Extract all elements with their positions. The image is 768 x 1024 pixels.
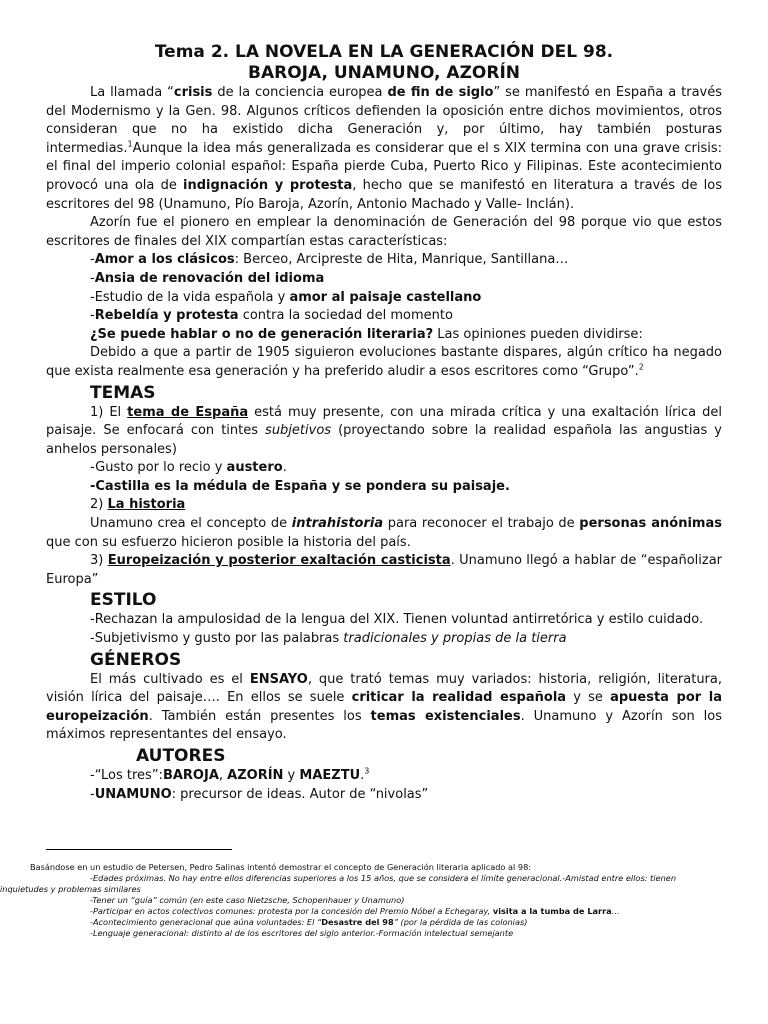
- footnote-item: -Edades próximas. No hay entre ellos diferencias superiores a los 15 años, que se considera el límite generacional.-Amistad entre ellos: tienen: [90, 873, 677, 883]
- generation-question: ¿Se puede hablar o no de generación literaria? Las opiniones pueden dividirse:: [90, 326, 643, 342]
- castilla-item: -Castilla es la médula de España y se pondera su paisaje.: [90, 478, 510, 494]
- footnote-item-continuation: inquietudes y problemas similares: [0, 884, 141, 894]
- temas-heading: TEMAS: [90, 382, 156, 403]
- page-title-line2: BAROJA, UNAMUNO, AZORÍN: [248, 63, 520, 83]
- tema-espana-paragraph: 1) El tema de España está muy presente, con una mirada crítica y una exaltación lírica del paisaje. Se enfocará con tintes subjetivos (proyectando sobre la realidad española las angustias y anhelos personales): [46, 404, 723, 457]
- footnote-block: [0, 862, 768, 939]
- generos-paragraph: El más cultivado es el ENSAYO, que trató temas muy variados: historia, religión, literatura, visión lírica del paisaje…. En ellos se suele criticar la realidad española y se apuesta por la europeización. También están presentes los temas existenciales. Unamuno y Azorín son los máximos representantes del ensayo.: [46, 671, 723, 743]
- feature-item: -Ansia de renovación del idioma: [90, 270, 325, 286]
- feature-item: -Rebeldía y protesta contra la sociedad del momento: [90, 308, 453, 324]
- azorin-paragraph: Azorín fue el pionero en emplear la denominación de Generación del 98 porque vio que estos escritores de finales del XIX compartían estas características:: [46, 215, 722, 249]
- estilo-item: -Rechazan la ampulosidad de la lengua del XIX. Tienen voluntad antirretórica y estilo cuidado.: [90, 612, 704, 628]
- document-page: [46, 42, 722, 804]
- footnote-item: -Acontecimiento generacional que aúna voluntades: El “Desastre del 98” (por la pérdida de las colonias): [90, 917, 528, 927]
- footnote-ref-2[interactable]: 2: [638, 362, 644, 372]
- autores-item: -UNAMUNO: precursor de ideas. Autor de “nivolas”: [90, 786, 429, 802]
- debate-paragraph: Debido a que a partir de 1905 siguieron evoluciones bastante dispares, algún crítico ha negado que exista realmente esa generación y ha preferido aludir a esos escritores como “Grupo”.$^2$: [46, 345, 722, 379]
- footnote-item: -Participar en actos colectivos comunes: protesta por la concesión del Premio Nóbel a Echegaray, visita a la tumba de Larra…: [90, 906, 620, 916]
- europeizacion-paragraph: 3) Europeización y posterior exaltación casticista. Unamuno llegó a hablar de “españolizar Europa”: [46, 553, 723, 587]
- feature-item: -Amor a los clásicos: Berceo, Arcipreste de Hita, Manrique, Santillana…: [90, 252, 569, 268]
- autores-heading: AUTORES: [136, 746, 226, 766]
- footnote-item: -Lenguaje generacional: distinto al de los escritores del siglo anterior.-Formación intelectual semejante: [90, 928, 514, 938]
- generos-heading: GÉNEROS: [90, 649, 182, 670]
- feature-item: -Estudio de la vida española y amor al paisaje castellano: [90, 289, 482, 305]
- intrahistoria-paragraph: Unamuno crea el concepto de intrahistoria para reconocer el trabajo de personas anónimas que con su esfuerzo hicieron posible la historia del país.: [46, 516, 722, 550]
- footnote-separator: [46, 849, 232, 850]
- page-title-line1: Tema 2. LA NOVELA EN LA GENERACIÓN DEL 98.: [154, 42, 614, 62]
- gusto-item: -Gusto por lo recio y austero.: [90, 460, 287, 476]
- estilo-heading: ESTILO: [90, 590, 157, 611]
- footnote-intro: Basándose en un estudio de Petersen, Pedro Salinas intentó demostrar el concepto de Generación literaria aplicado al 98:: [30, 862, 532, 872]
- historia-item: 2) La historia: [90, 497, 186, 513]
- autores-item: -“Los tres”:BAROJA, AZORÍN y MAEZTU.$^3$: [90, 766, 370, 783]
- footnote-ref-3[interactable]: 3: [364, 766, 370, 776]
- footnote-ref-1[interactable]: 1: [127, 139, 133, 149]
- intro-paragraph: La llamada “crisis de la conciencia europea de fin de siglo” se manifestó en España a través del Modernismo y la Gen. 98. Algunos críticos defienden la oposición entre dichos movimientos, otros consideran que no ha existido dicha Generación y, por último, hay también posturas intermedias.$^1$Aunque la idea más generalizada es considerar que el s XIX termina con una grave crisis: el final del imperio colonial español: España pierde Cuba, Puerto Rico y Filipinas. Este acontecimiento provocó una ola de indignación y protesta, hecho que se manifestó en literatura a través de los escritores del 98 (Unamuno, Pío Baroja, Azorín, Antonio Machado y Valle- Inclán).: [46, 85, 722, 212]
- footnote-item: -Tener un “guía” común (en este caso Nietzsche, Schopenhauer y Unamuno): [90, 895, 405, 905]
- estilo-item: -Subjetivismo y gusto por las palabras tradicionales y propias de la tierra: [90, 631, 567, 647]
